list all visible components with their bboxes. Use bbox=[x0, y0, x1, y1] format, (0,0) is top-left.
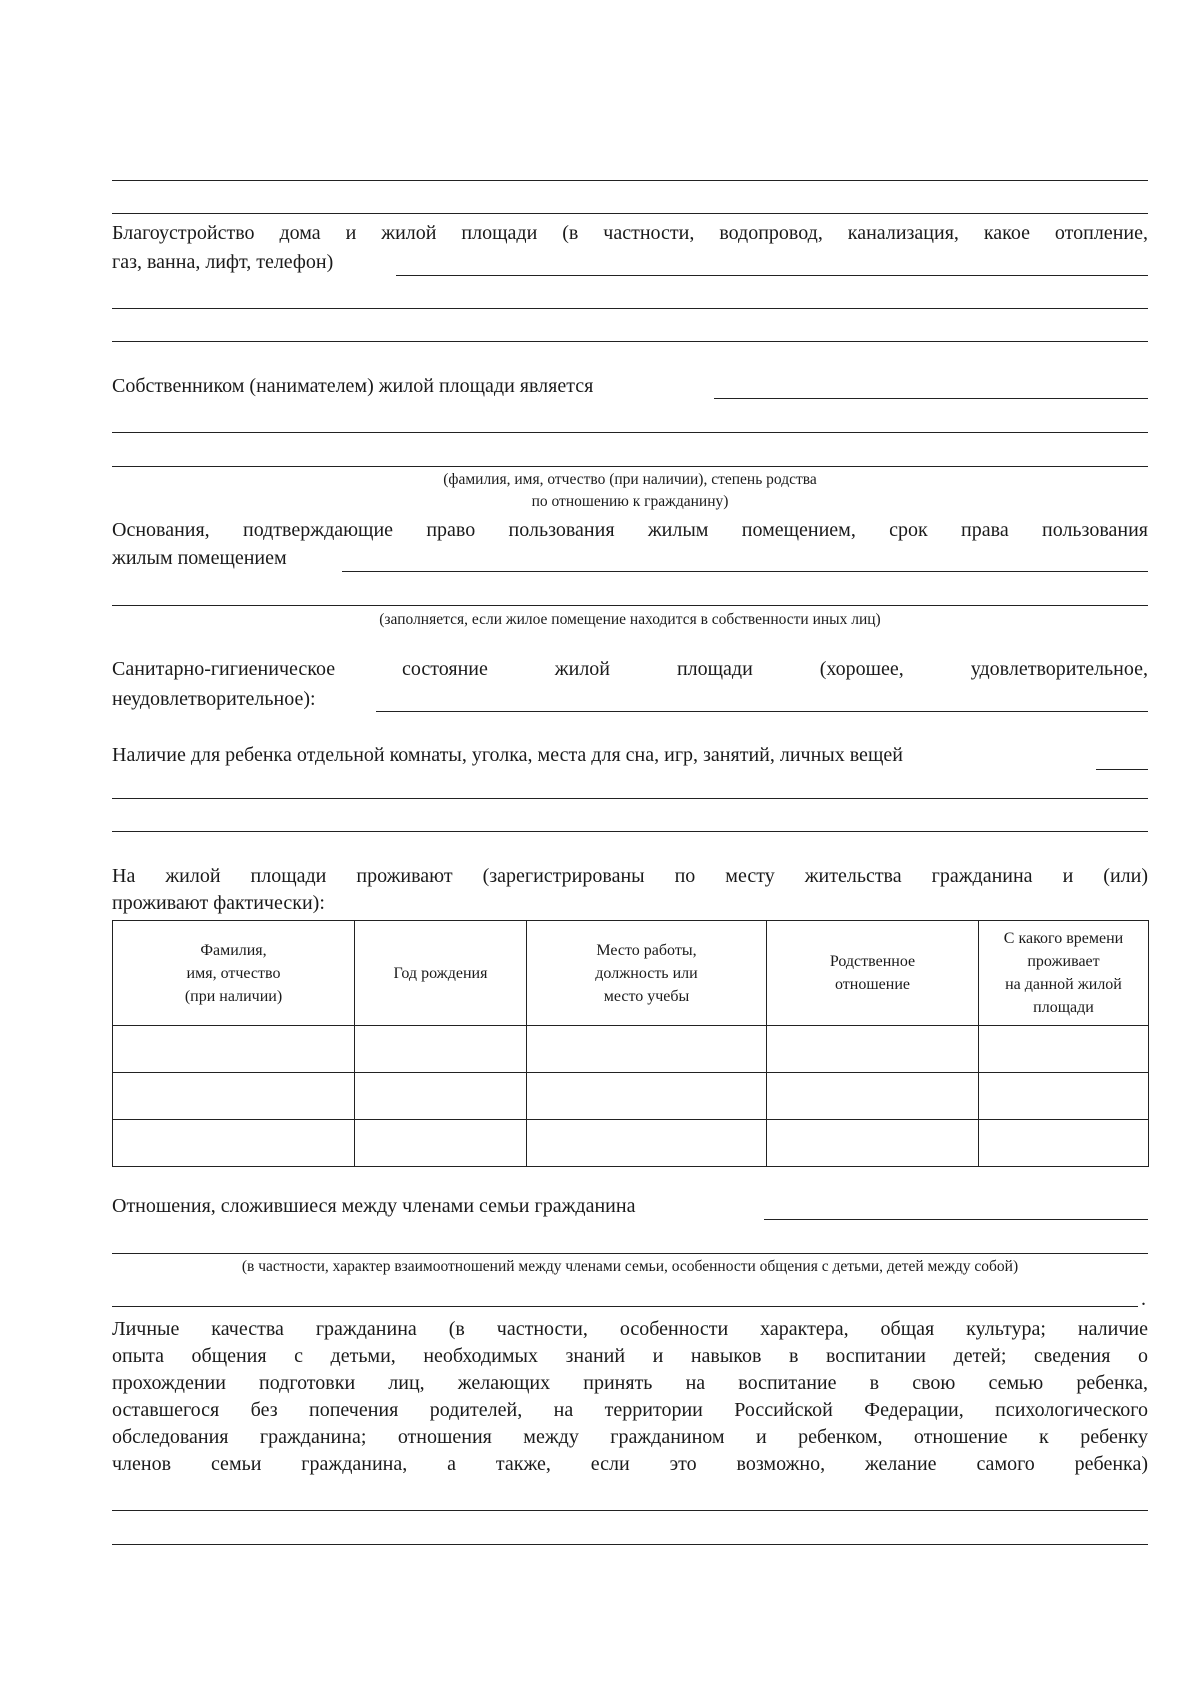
blank-line[interactable] bbox=[112, 213, 1148, 214]
blank-line[interactable] bbox=[112, 180, 1148, 181]
table-cell[interactable] bbox=[979, 1073, 1149, 1120]
table-cell[interactable] bbox=[113, 1073, 355, 1120]
improvement-label-line1: Благоустройство дома и жилой площади (в частности, водопровод, канализация, какое отопление, bbox=[112, 222, 1148, 244]
table-cell[interactable] bbox=[527, 1120, 767, 1167]
owner-note-line2: по отношению к гражданину) bbox=[531, 493, 729, 510]
personal-line: прохождении подготовки лиц, желающих принять на воспитание в свою семью ребенка, bbox=[112, 1372, 1148, 1394]
owner-label: Собственником (нанимателем) жилой площади является bbox=[112, 375, 594, 397]
relations-note: (в частности, характер взаимоотношений между членами семьи, особенности общения с детьми, детей между собой) bbox=[241, 1258, 1019, 1275]
table-cell[interactable] bbox=[355, 1073, 527, 1120]
residents-label-line2: проживают фактически): bbox=[112, 892, 325, 914]
blank-line[interactable] bbox=[112, 798, 1148, 799]
blank-line[interactable] bbox=[112, 605, 1148, 606]
table-cell[interactable] bbox=[979, 1120, 1149, 1167]
blank-line[interactable] bbox=[112, 1510, 1148, 1511]
sanitary-fill-line[interactable] bbox=[376, 711, 1148, 712]
table-cell[interactable] bbox=[113, 1120, 355, 1167]
blank-line[interactable] bbox=[112, 831, 1148, 832]
table-cell[interactable] bbox=[527, 1073, 767, 1120]
col-header-workplace: Место работы, должность или место учебы bbox=[527, 921, 767, 1026]
blank-line[interactable] bbox=[112, 1544, 1148, 1545]
blank-line[interactable] bbox=[112, 1253, 1148, 1254]
personal-line: опыта общения с детьми, необходимых знаний и навыков в воспитании детей; сведения о bbox=[112, 1345, 1148, 1367]
personal-line: Личные качества гражданина (в частности, особенности характера, общая культура; наличие bbox=[112, 1318, 1148, 1340]
grounds-fill-line[interactable] bbox=[342, 571, 1148, 572]
relations-end-line[interactable] bbox=[112, 1306, 1138, 1307]
table-cell[interactable] bbox=[767, 1120, 979, 1167]
improvement-label-line2: газ, ванна, лифт, телефон) bbox=[112, 251, 334, 273]
table-cell[interactable] bbox=[355, 1120, 527, 1167]
col-header-since: С какого времени проживает на данной жилой площади bbox=[979, 921, 1149, 1026]
child-room-label: Наличие для ребенка отдельной комнаты, уголка, места для сна, игр, занятий, личных вещей bbox=[112, 744, 903, 766]
table-row bbox=[113, 1073, 1149, 1120]
owner-note-line1: (фамилия, имя, отчество (при наличии), степень родства bbox=[443, 471, 817, 488]
col-header-name: Фамилия, имя, отчество (при наличии) bbox=[113, 921, 355, 1026]
residents-label-line1: На жилой площади проживают (зарегистрированы по месту жительства гражданина и (или) bbox=[112, 865, 1148, 887]
child-room-fill-line[interactable] bbox=[1096, 769, 1148, 770]
table-cell[interactable] bbox=[113, 1026, 355, 1073]
sanitary-label-line2: неудовлетворительное): bbox=[112, 688, 316, 710]
personal-line: членов семьи гражданина, а также, если это возможно, желание самого ребенка) bbox=[112, 1453, 1148, 1475]
table-cell[interactable] bbox=[767, 1073, 979, 1120]
grounds-note: (заполняется, если жилое помещение находится в собственности иных лиц) bbox=[379, 611, 881, 628]
grounds-label-line1: Основания, подтверждающие право пользования жилым помещением, срок права пользования bbox=[112, 519, 1148, 541]
relations-fill-line[interactable] bbox=[764, 1219, 1148, 1220]
table-cell[interactable] bbox=[355, 1026, 527, 1073]
blank-line[interactable] bbox=[112, 432, 1148, 433]
owner-fill-line[interactable] bbox=[714, 398, 1148, 399]
table-cell[interactable] bbox=[527, 1026, 767, 1073]
table-row bbox=[113, 1120, 1149, 1167]
table-cell[interactable] bbox=[979, 1026, 1149, 1073]
personal-line: оставшегося без попечения родителей, на территории Российской Федерации, психологического bbox=[112, 1399, 1148, 1421]
sanitary-label-line1: Санитарно-гигиеническое состояние жилой площади (хорошее, удовлетворительное, bbox=[112, 658, 1148, 680]
blank-line[interactable] bbox=[112, 308, 1148, 309]
table-header-row bbox=[113, 921, 1149, 1026]
col-header-relation: Родственное отношение bbox=[767, 921, 979, 1026]
residents-table bbox=[112, 920, 1149, 1167]
relations-label: Отношения, сложившиеся между членами семьи гражданина bbox=[112, 1195, 636, 1217]
col-header-birth-year: Год рождения bbox=[355, 921, 527, 1026]
grounds-label-line2: жилым помещением bbox=[112, 547, 287, 569]
personal-line: обследования гражданина; отношения между гражданином и ребенком, отношение к ребенку bbox=[112, 1426, 1148, 1448]
improvement-fill-line[interactable] bbox=[396, 275, 1148, 276]
end-period: . bbox=[1141, 1288, 1146, 1310]
blank-line[interactable] bbox=[112, 341, 1148, 342]
table-row bbox=[113, 1026, 1149, 1073]
blank-line[interactable] bbox=[112, 466, 1148, 467]
table-cell[interactable] bbox=[767, 1026, 979, 1073]
